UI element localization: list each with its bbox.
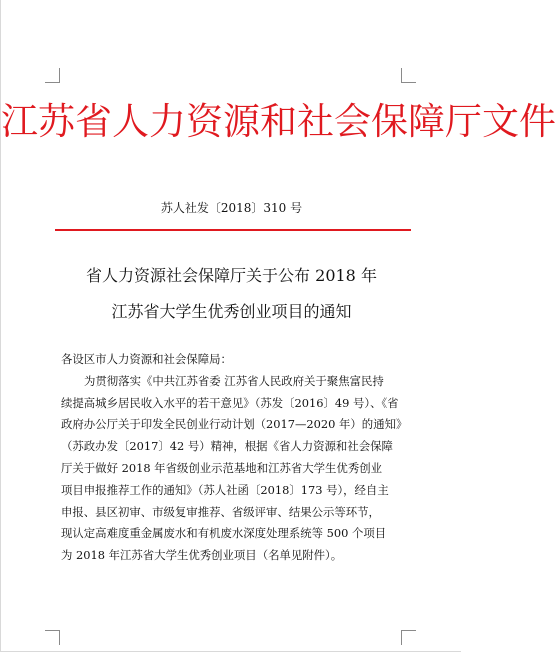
subject-line: 江苏省大学生优秀创业项目的通知	[111, 302, 352, 321]
crop-mark-bottom-left	[45, 630, 60, 645]
body-line: 申报、县区初审、市级复审推荐、省级评审、结果公示等环节，	[61, 504, 380, 519]
body-line: 政府办公厅关于印发全民创业行动计划（2017—2020 年）的通知》	[61, 417, 408, 432]
body-line: 项目申报推荐工作的通知》（苏人社函〔2018〕173 号），经自主	[61, 482, 389, 497]
document-number: 苏人社发〔2018〕310 号	[160, 201, 303, 215]
body-line: 为 2018 年江苏省大学生优秀创业项目（名单见附件）。	[61, 548, 343, 563]
crop-mark-top-left	[45, 68, 60, 83]
body-line: 续提高城乡居民收入水平的若干意见》（苏发〔2016〕49 号）、《省	[61, 395, 399, 410]
body-line: （苏政办发〔2017〕42 号）精神，根据《省人力资源和社会保障	[61, 439, 393, 454]
document-header-title: 江苏省人力资源和社会保障厅文件	[1, 100, 556, 143]
header-red-rule	[55, 229, 411, 231]
document-subject	[1, 258, 462, 330]
crop-mark-bottom-right	[401, 630, 416, 645]
salutation: 各设区市人力资源和社会保障局：	[61, 352, 232, 366]
crop-mark-top-right	[401, 68, 416, 83]
body-line: 现认定高难度重金属废水和有机废水深度处理系统等 500 个项目	[61, 526, 387, 541]
subject-line: 省人力资源社会保障厅关于公布 2018 年	[86, 266, 377, 285]
body-line: 为贯彻落实《中共江苏省委 江苏省人民政府关于聚焦富民持	[84, 373, 384, 388]
document-body	[61, 349, 407, 567]
body-line: 厅关于做好 2018 年省级创业示范基地和江苏省大学生优秀创业	[61, 460, 382, 475]
